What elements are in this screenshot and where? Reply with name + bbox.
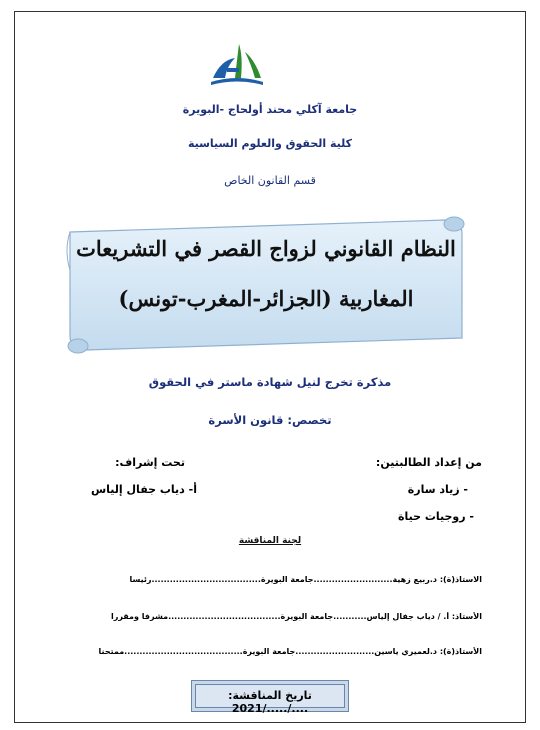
students-label: من إعداد الطالبتين: — [375, 456, 482, 469]
defense-date: تاريخ المناقشة: ..../...../2021 — [228, 689, 312, 715]
faculty-name: كلية الحقوق والعلوم السياسية — [187, 137, 353, 150]
student-name-1: - زياد سارة — [407, 483, 468, 496]
jury-member-1: الاستاذ(ة): د.ربيع زهية..........................جامعة البويرة....................................رئيسا — [129, 575, 482, 584]
department-name: قسم القانون الخاص — [224, 174, 316, 187]
thesis-title — [60, 222, 472, 338]
jury-member-3: الأستاذ(ة): د.لعميري ياسين..........................جامعة البويرة.......................................ممتحنا — [98, 647, 482, 656]
jury-member-2: الأستاذ: أ. / دياب جفال إلياس...........جامعة البويرة.....................................مشرفا ومقررا — [110, 612, 482, 621]
thesis-title-line-2: المغاربية (الجزائر-المغرب-تونس) — [118, 286, 414, 311]
thesis-title-line-1: النظام القانوني لزواج القصر في التشريعات — [76, 236, 456, 261]
defense-date-box — [191, 680, 349, 715]
specialty: تخصص: قانون الأسرة — [208, 413, 332, 427]
student-name-2: - روجيات حياة — [397, 510, 474, 523]
jury-title: لجنة المناقشة — [238, 536, 302, 546]
supervisor-name: أ- دياب جفال إلياس — [90, 483, 197, 496]
thesis-degree-note: مذكرة تخرج لنيل شهادة ماستر في الحقوق — [148, 375, 392, 389]
university-name: جامعة آكلي محند أولحاج -البويرة — [182, 103, 358, 116]
supervisor-label: تحت إشراف: — [115, 456, 185, 469]
university-logo-icon — [205, 38, 269, 90]
